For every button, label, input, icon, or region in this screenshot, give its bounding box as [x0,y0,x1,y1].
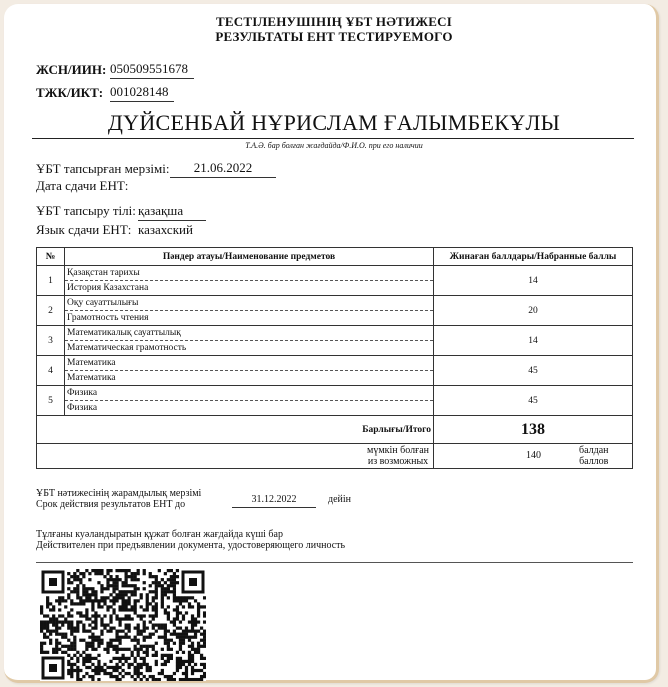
possible-row [37,444,633,469]
exam-date-label-ru: Дата сдачи ЕНТ: [36,178,129,193]
name-hint: Т.А.Ә. бар болған жағдайда/Ф.И.О. при его наличии [245,141,423,150]
row-score: 14 [434,266,633,296]
total-label: Барлығы/Итого [37,416,434,444]
grades-table [36,247,633,469]
row-score: 20 [434,296,633,326]
possible-prefix-kz: мүмкін болған [367,445,429,456]
name-underline [32,138,634,139]
validity-label-ru: Срок действия результатов ЕНТ до [36,499,186,510]
subject-ru: Математика [67,373,116,383]
note-ru: Действителен при предъявлении документа, удостоверяющего личность [36,540,346,551]
possible-left-cell [37,444,434,469]
subject-kz: Оқу сауаттылығы [65,296,433,311]
row-score: 45 [434,386,633,416]
exam-lang-label-kz: ҰБТ тапсыру тілі: [36,203,136,218]
row-num: 4 [37,356,65,386]
col-num-header: № [37,248,65,266]
subject-ru: Грамотность чтения [67,313,149,323]
row-score: 45 [434,356,633,386]
exam-lang-value-ru: казахский [138,222,193,237]
total-value: 138 [434,416,633,444]
title-ru: РЕЗУЛЬТАТЫ ЕНТ ТЕСТИРУЕМОГО [215,29,453,44]
possible-right-cell [434,444,633,469]
possible-prefix-ru: из возможных [367,456,429,467]
row-num: 1 [37,266,65,296]
validity-suffix: дейін [328,494,352,505]
row-num: 5 [37,386,65,416]
row-subject [65,356,434,386]
full-name: ДҮЙСЕНБАЙ НҰРИСЛАМ ҒАЛЫМБЕКҰЛЫ [107,110,561,135]
col-subject-header: Пәндер атауы/Наименование предметов [65,248,434,266]
possible-suffix-kz: балдан [579,445,609,456]
qr-code [40,569,206,681]
subject-kz: Қазақстан тарихы [65,266,433,281]
possible-suffix [579,445,608,467]
row-num: 2 [37,296,65,326]
exam-lang-value-kz: қазақша [138,203,206,221]
total-row [37,416,633,444]
title-kz: ТЕСТІЛЕНУШІНІҢ ҰБТ НӘТИЖЕСІ [216,14,452,29]
subject-kz: Математика [65,356,433,371]
possible-suffix-ru: баллов [579,456,609,467]
iin-label: ЖСН/ИИН: [36,62,107,77]
table-row [37,296,633,326]
subject-ru: Физика [67,403,98,413]
exam-date-label-kz: ҰБТ тапсырған мерзімі: [36,161,170,176]
table-header-row [37,248,633,266]
subject-kz: Математикалық сауаттылық [65,326,433,341]
exam-date-value: 21.06.2022 [170,160,276,178]
possible-prefix [367,445,429,467]
exam-lang-label-ru: Язык сдачи ЕНТ: [36,222,132,237]
col-score-header: Жинаған баллдары/Набранные баллы [434,248,633,266]
validity-date: 31.12.2022 [232,494,316,508]
table-row [37,326,633,356]
table-row [37,356,633,386]
possible-value: 140 [526,450,541,461]
note-kz: Тұлғаны куәландыратын құжат болған жағдайда күші бар [36,529,283,540]
row-subject [65,266,434,296]
subject-kz: Физика [65,386,433,401]
bottom-divider [36,562,633,563]
table-row [37,386,633,416]
row-subject [65,386,434,416]
row-subject [65,296,434,326]
row-subject [65,326,434,356]
validity-label-kz: ҰБТ нәтижесінің жарамдылық мерзімі [36,488,202,499]
row-num: 3 [37,326,65,356]
iin-value: 050509551678 [110,61,194,79]
ikt-value: 001028148 [110,84,174,102]
ikt-label: ТЖК/ИКТ: [36,85,104,100]
table-row [37,266,633,296]
subject-ru: Математическая грамотность [67,343,187,353]
row-score: 14 [434,326,633,356]
subject-ru: История Казахстана [67,283,149,293]
